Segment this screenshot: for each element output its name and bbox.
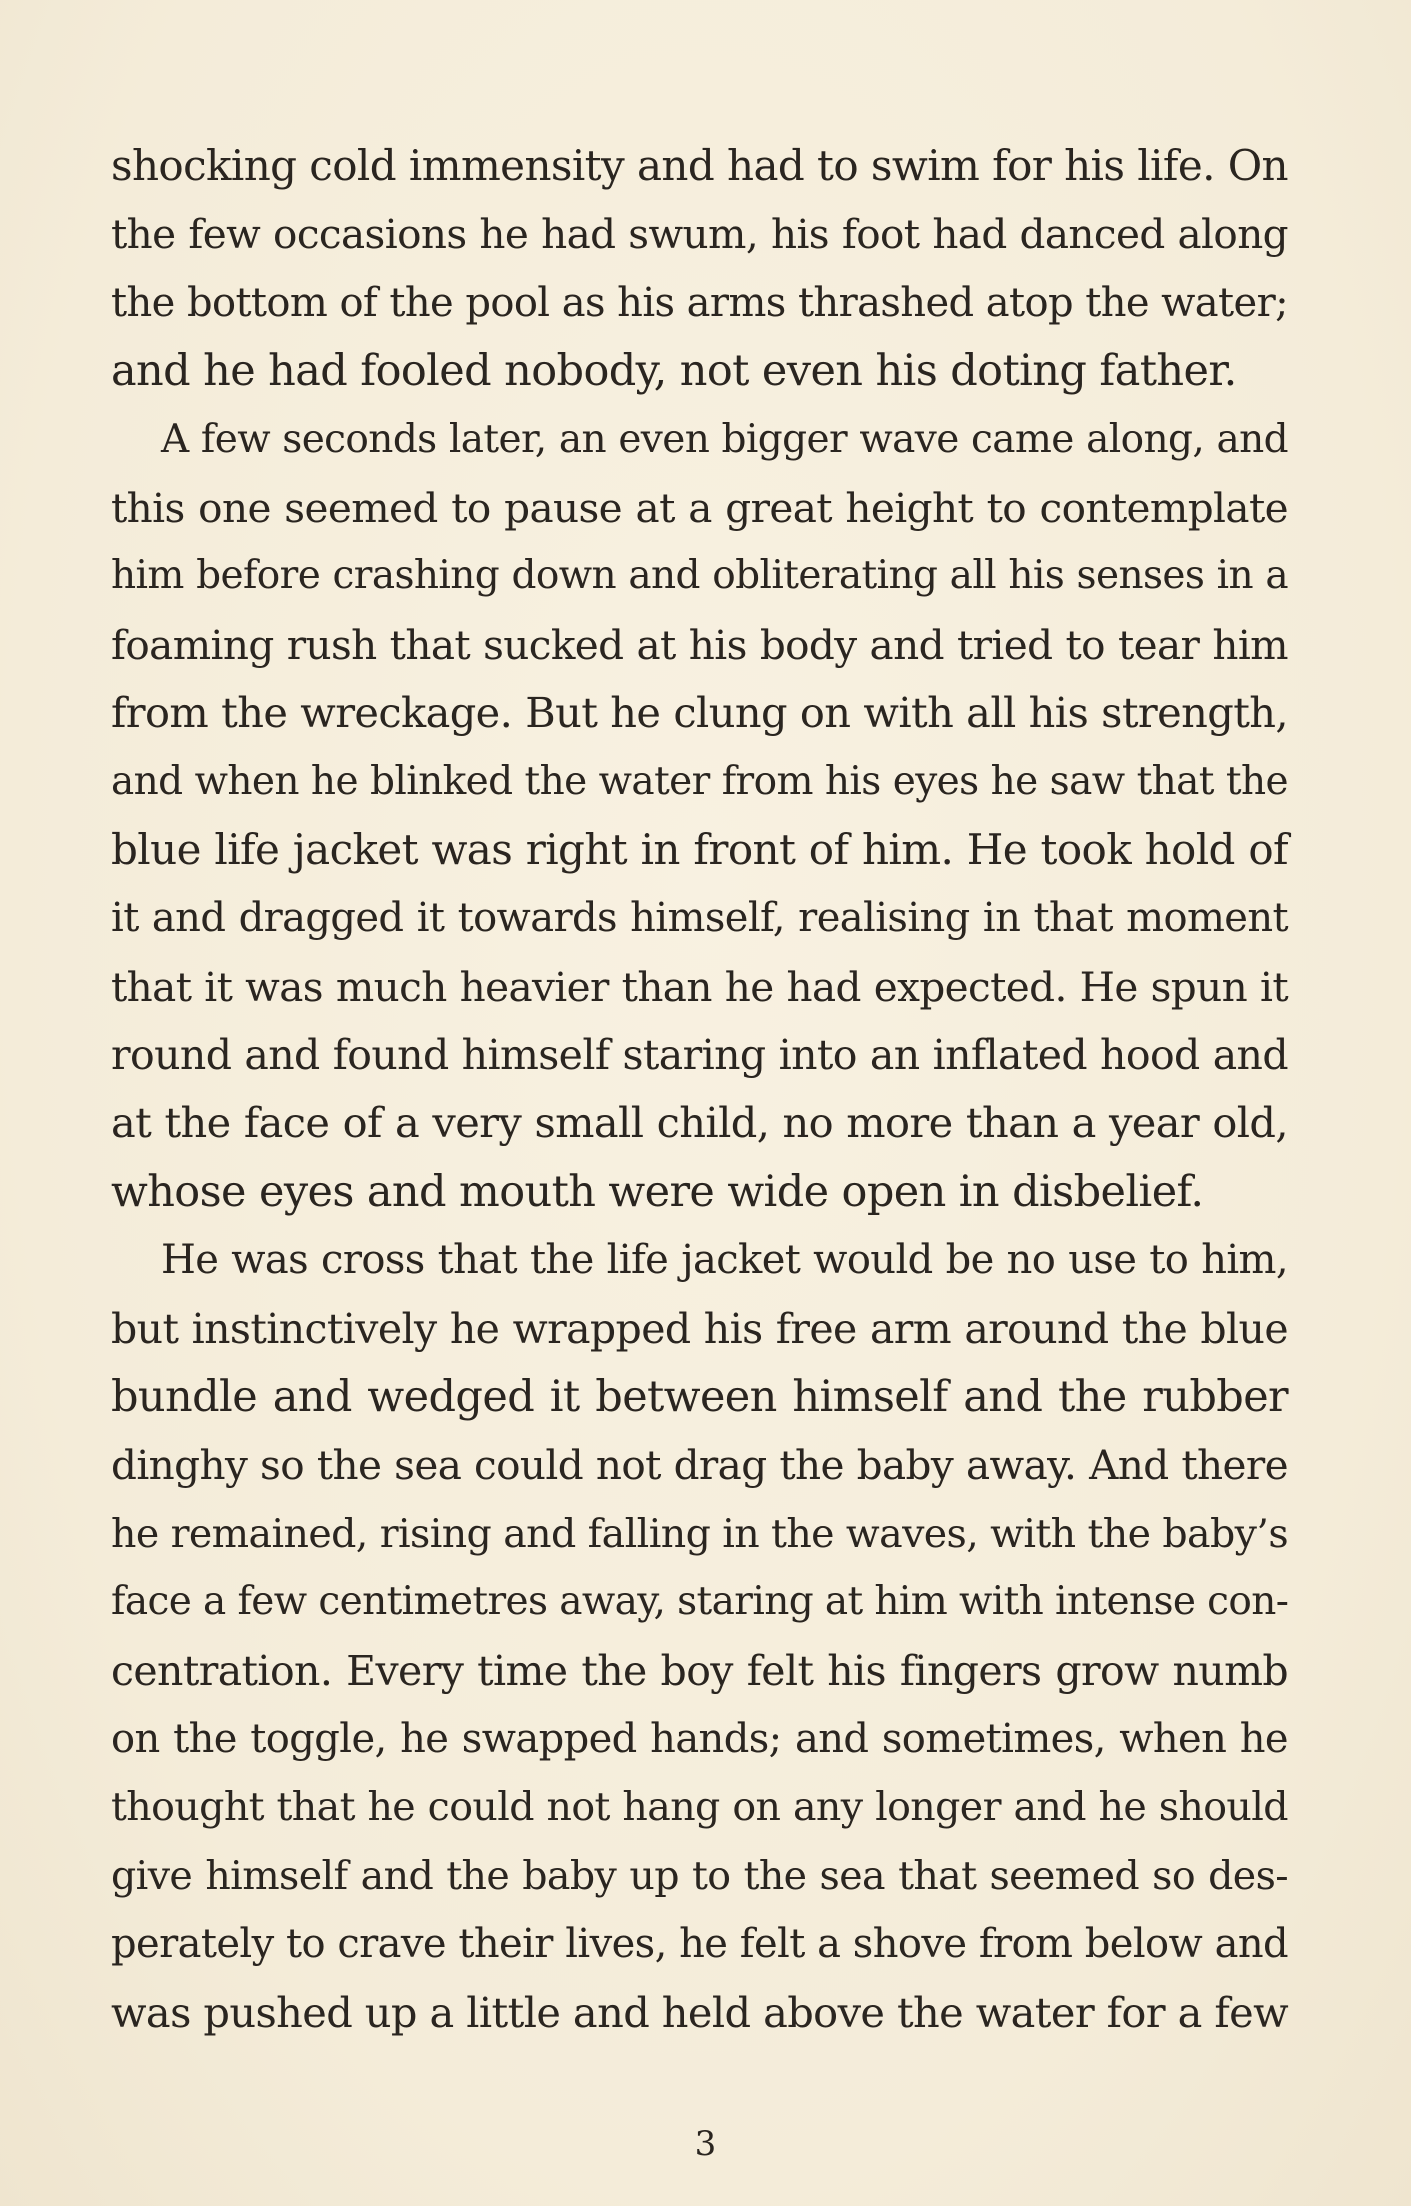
text-line: centration. Every time the boy felt his fingers grow numb bbox=[111, 1646, 1288, 1695]
text-line: the few occasions he had swum, his foot had danced along bbox=[111, 210, 1288, 259]
page-number: 3 bbox=[694, 2124, 717, 2164]
paragraph-1 bbox=[111, 132, 1288, 406]
text-line: shocking cold immensity and had to swim for his life. On bbox=[111, 141, 1288, 190]
text-line: it and dragged it towards himself, realising in that moment bbox=[111, 895, 1288, 942]
text-line: A few seconds later, an even bigger wave came along, and bbox=[161, 416, 1288, 462]
text-line: he remained, rising and falling in the waves, with the baby’s bbox=[111, 1510, 1288, 1557]
text-line: perately to crave their lives, he felt a shove from below and bbox=[111, 1921, 1288, 1968]
text-line: was pushed up a little and held above the water for a few bbox=[111, 1987, 1289, 2037]
text-line: that it was much heavier than he had expected. He spun it bbox=[111, 962, 1288, 1011]
text-line: face a few centimetres away, staring at him with intense con- bbox=[111, 1579, 1289, 1625]
text-line: and he had fooled nobody, not even his doting father. bbox=[111, 346, 1237, 397]
text-line: blue life jacket was right in front of him. He took hold of bbox=[111, 824, 1288, 874]
text-line: from the wreckage. But he clung on with all his strength, bbox=[111, 688, 1288, 738]
text-line: dinghy so the sea could not drag the baby away. And there bbox=[111, 1441, 1288, 1490]
text-line: He was cross that the life jacket would be no use to him, bbox=[161, 1237, 1288, 1284]
text-line: this one seemed to pause at a great height to contemplate bbox=[111, 483, 1288, 532]
paragraph-3 bbox=[111, 1226, 1288, 2047]
text-line: him before crashing down and obliterating all his senses in a bbox=[111, 553, 1288, 599]
text-line: bundle and wedged it between himself and the rubber bbox=[111, 1372, 1288, 1423]
text-line: on the toggle, he swapped hands; and sometimes, when he bbox=[111, 1715, 1288, 1762]
text-line: foaming rush that sucked at his body and tried to tear him bbox=[111, 620, 1288, 669]
text-line: give himself and the baby up to the sea that seemed so des- bbox=[111, 1852, 1288, 1899]
text-line: round and found himself staring into an inflated hood and bbox=[111, 1031, 1288, 1080]
body-text bbox=[111, 132, 1288, 2047]
paragraph-2 bbox=[111, 406, 1288, 1227]
text-line: and when he blinked the water from his eyes he saw that the bbox=[111, 758, 1288, 804]
text-line: thought that he could not hang on any longer and he should bbox=[111, 1784, 1288, 1831]
text-line: whose eyes and mouth were wide open in disbelief. bbox=[111, 1166, 1204, 1217]
text-line: but instinctively he wrapped his free arm around the blue bbox=[111, 1304, 1288, 1353]
text-line: at the face of a very small child, no more than a year old, bbox=[111, 1098, 1288, 1148]
text-line: the bottom of the pool as his arms thrashed atop the water; bbox=[111, 279, 1288, 326]
